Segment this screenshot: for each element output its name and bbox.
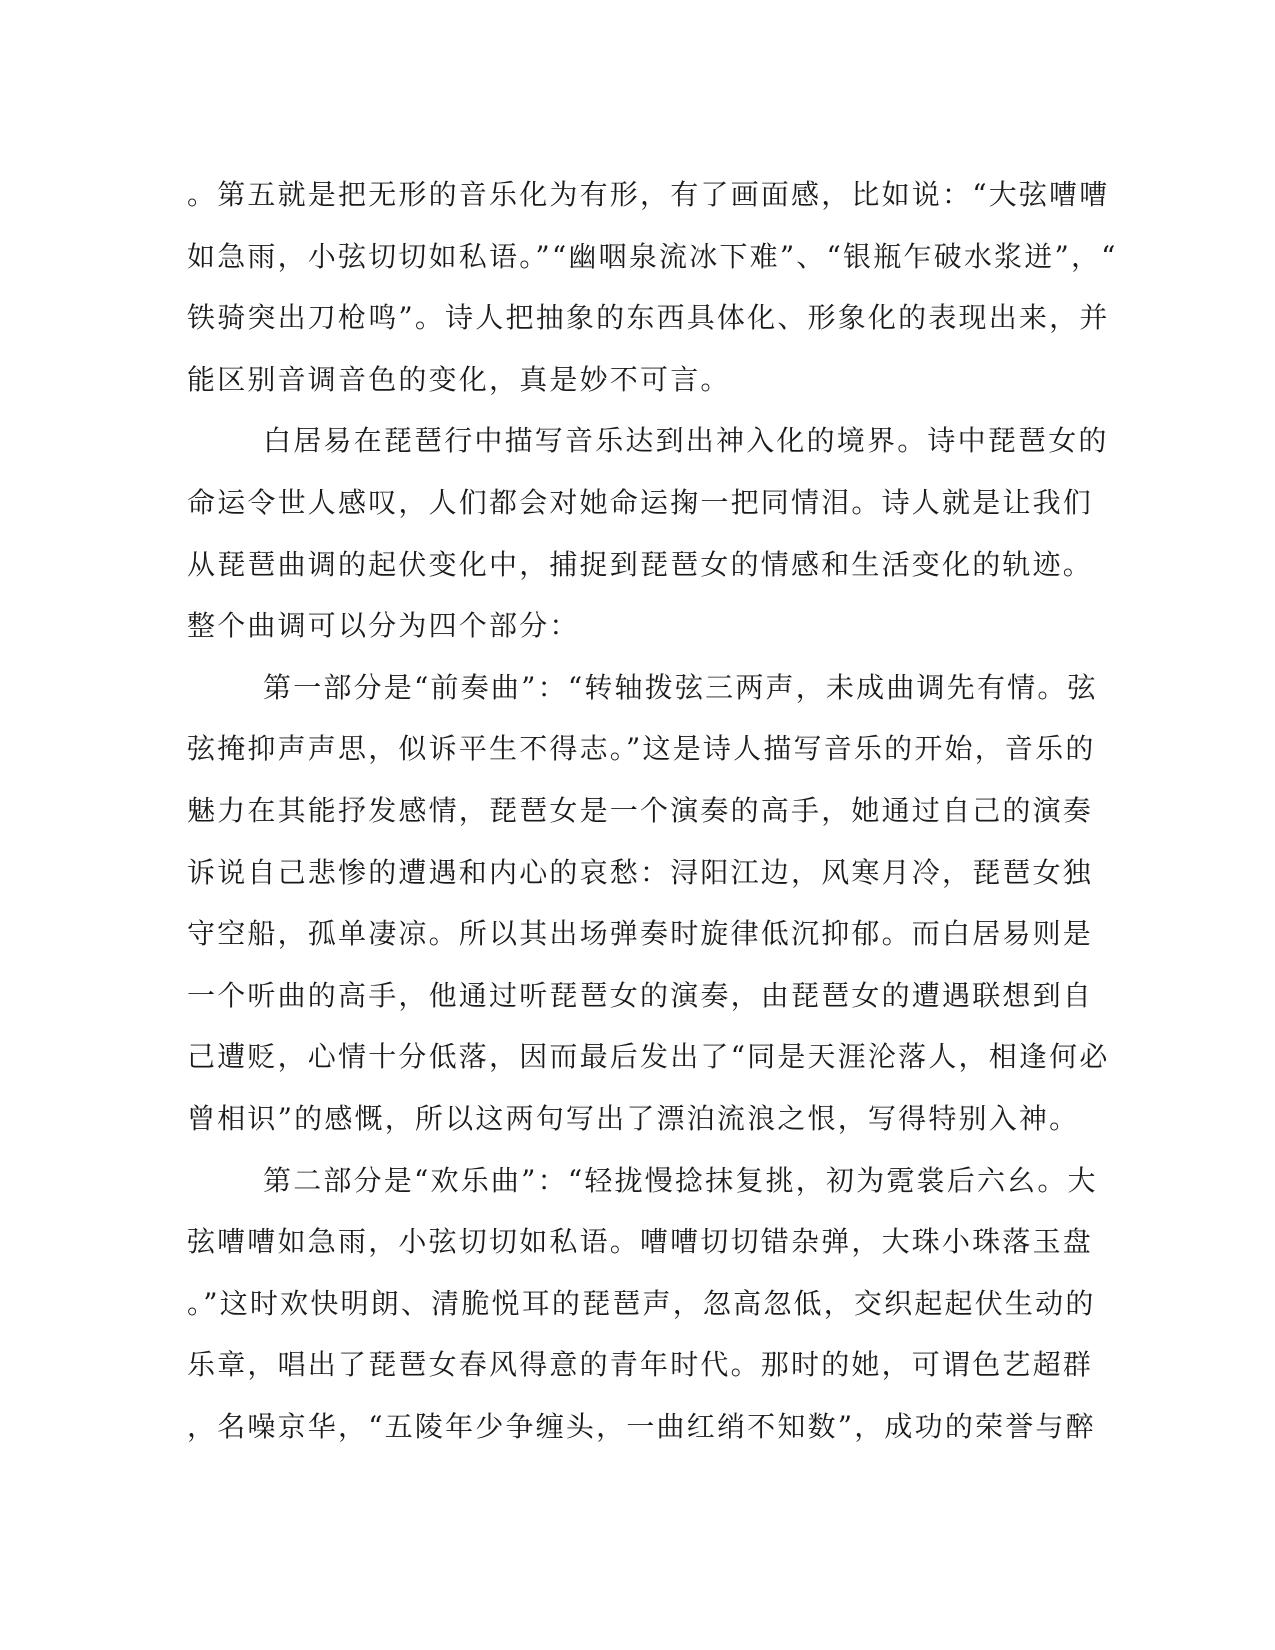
text-line: 弦嘈嘈如急雨，小弦切切如私语。嘈嘈切切错杂弹，大珠小珠落玉盘	[187, 1225, 1094, 1259]
paragraph-2	[187, 410, 1109, 656]
text-line: 第一部分是“前奏曲”：“转轴拨弦三两声，未成曲调先有情。弦	[263, 670, 1098, 704]
text-line: 整个曲调可以分为四个部分：	[187, 609, 580, 643]
paragraph-4	[187, 1150, 1098, 1458]
text-line: 一个听曲的高手，他通过听琵琶女的演奏，由琵琶女的遭遇联想到自	[187, 978, 1094, 1012]
text-line: 己遭贬，心情十分低落，因而最后发出了“同是天涯沦落人，相逢何必	[187, 1040, 1110, 1074]
text-line: 如急雨，小弦切切如私语。”“幽咽泉流冰下难”、“银瓶乍破水浆迸”，“	[187, 239, 1118, 273]
text-line: 曾相识”的感慨，所以这两句写出了漂泊流浪之恨，写得特别入神。	[187, 1101, 1080, 1135]
text-line: 诉说自己悲惨的遭遇和内心的哀愁：浔阳江边，风寒月冷，琵琶女独	[187, 855, 1094, 889]
text-line: ，名噪京华，“五陵年少争缠头，一曲红绡不知数”，成功的荣誉与醉	[187, 1409, 1096, 1443]
text-line: 魅力在其能抒发感情，琵琶女是一个演奏的高手，她通过自己的演奏	[187, 793, 1094, 827]
text-line: 弦掩抑声声思，似诉平生不得志。”这是诗人描写音乐的开始，音乐的	[187, 732, 1096, 766]
text-line: 。”这时欢快明朗、清脆悦耳的琵琶声，忽高忽低，交织起起伏生动的	[187, 1286, 1096, 1320]
text-line: 能区别音调音色的变化，真是妙不可言。	[187, 362, 731, 396]
body-text	[187, 164, 1118, 1457]
text-line: 从琵琶曲调的起伏变化中，捕捉到琵琶女的情感和生活变化的轨迹。	[187, 547, 1094, 581]
text-line: 铁骑突出刀枪鸣”。诗人把抽象的东西具体化、形象化的表现出来，并	[187, 301, 1110, 335]
text-line: 乐章，唱出了琵琶女春风得意的青年时代。那时的她，可谓色艺超群	[187, 1348, 1094, 1382]
paragraph-1	[187, 164, 1118, 410]
text-line: 守空船，孤单凄凉。所以其出场弹奏时旋律低沉抑郁。而白居易则是	[187, 917, 1094, 951]
text-line: 。第五就是把无形的音乐化为有形，有了画面感，比如说：“大弦嘈嘈	[187, 178, 1110, 211]
text-line: 命运令世人感叹，人们都会对她命运掬一把同情泪。诗人就是让我们	[187, 485, 1094, 519]
paragraph-3	[187, 657, 1110, 1150]
text-line: 白居易在琵琶行中描写音乐达到出神入化的境界。诗中琵琶女的	[263, 424, 1109, 458]
text-line: 第二部分是“欢乐曲”：“轻拢慢捻抹复挑，初为霓裳后六幺。大	[263, 1163, 1098, 1197]
